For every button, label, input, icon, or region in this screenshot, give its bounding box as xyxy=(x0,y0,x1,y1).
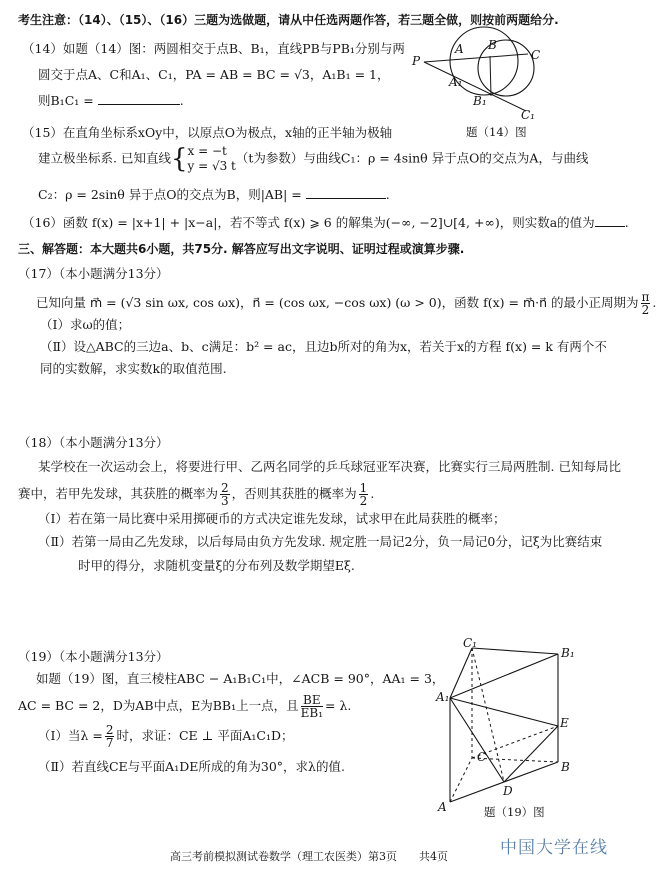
q19-text2a: AC = BC = 2，D为AB中点，E为BB₁上一点，且 xyxy=(18,698,299,713)
q19-lambda-den: 7 xyxy=(105,736,114,750)
q18-header: （18）（本小题满分13分） xyxy=(18,435,169,450)
watermark: 中国大学在线 xyxy=(500,838,608,858)
q17-line1: 已知向量 m⃗ = (√3 sin ωx, cos ωx)，n⃗ = (cos ωx, −cos ωx) (ω > 0)，函数 f(x) = m⃗·n⃗ 的最小正周期为 $\frac{\pi}{2}$ . xyxy=(36,290,656,317)
q19-label-c: C xyxy=(477,750,487,764)
q14-line1 xyxy=(22,40,405,57)
q14-line2: 圆交于点A、C和A₁、C₁，PA = AB = BC = √3，A₁B₁ = 1， xyxy=(38,67,390,82)
q15-text2b: （t为参数）与曲线C₁：ρ = 4sinθ 异于点O的交点为A，与曲线 xyxy=(235,150,589,166)
q18-part1: （Ⅰ）若在第一局比赛中采用掷硬币的方式决定谁先发球，试求甲在此局获胜的概率； xyxy=(38,511,506,526)
q17-period-fraction xyxy=(641,291,651,316)
q19-line-de xyxy=(504,726,558,782)
q19-part1a: （Ⅰ）当λ = xyxy=(38,728,103,743)
q17-part2-line2: 同的实数解，求实数k的取值范围. xyxy=(40,361,227,376)
q14-number: （14） xyxy=(22,41,63,56)
q19-label-a: A xyxy=(438,800,447,814)
q15-system xyxy=(188,144,236,174)
q16-line xyxy=(22,214,629,231)
q19-text2b: = λ. xyxy=(325,698,352,713)
q19-line-a1e xyxy=(450,698,558,726)
q14-label-b1: B₁ xyxy=(473,94,487,108)
q15-answer-blank[interactable] xyxy=(306,186,386,199)
q19-ratio-den: EB₁ xyxy=(300,706,324,720)
q19-ratio-num: BE xyxy=(301,694,323,707)
q18-prob2-num: 1 xyxy=(359,481,368,495)
q16-number: （16） xyxy=(22,215,63,230)
q19-line-a1d xyxy=(450,698,504,782)
q15-system-row2: y = √3 t xyxy=(187,159,236,173)
q19-line2 xyxy=(18,694,351,719)
q16-answer-blank[interactable] xyxy=(595,214,625,227)
q14-label-b: B xyxy=(488,38,497,52)
page-footer: 高三考前模拟测试卷数学（理工农医类）第3页 共4页 xyxy=(170,850,448,863)
q17-header: （17）（本小题满分13分） xyxy=(18,266,169,281)
q14-chord-bb1 xyxy=(490,56,491,96)
q19-label-c1: C₁ xyxy=(463,636,477,650)
q15-line2 xyxy=(38,144,588,174)
q15-number: （15） xyxy=(22,125,63,140)
q19-lambda-fraction xyxy=(105,724,115,749)
q19-part1b: 时，求证：CE ⊥ 平面A₁C₁D； xyxy=(116,728,294,743)
q18-prob2-fraction xyxy=(359,482,369,507)
q18-line1: 某学校在一次运动会上，将要进行甲、乙两名同学的乒乓球冠亚军决赛，比赛实行三局两胜制. 已知每局比 xyxy=(38,459,621,474)
q15-line1 xyxy=(22,124,392,141)
q14-label-c: C xyxy=(531,48,541,62)
q18-part2-line1: （Ⅱ）若第一局由乙先发球，以后每局由负方先发球. 规定胜一局记2分，负一局记0分，记ξ为比赛结束 xyxy=(38,534,603,549)
q19-label-d: D xyxy=(503,784,513,798)
q18-text2a: 赛中，若甲先发球，其获胜的概率为 xyxy=(18,486,219,501)
q14-label-a: A xyxy=(455,42,464,56)
q19-lambda-num: 2 xyxy=(105,723,114,737)
q19-line1: 如题（19）图，直三棱柱ABC − A₁B₁C₁中，∠ACB = 90°，AA₁ = 3， xyxy=(36,671,445,686)
q19-label-b: B xyxy=(561,760,570,774)
q15-line3: C₂：ρ = 2sinθ 异于点O的交点为B，则|AB| = . xyxy=(38,187,390,202)
q14-label-p: P xyxy=(412,54,421,68)
q19-figure-caption: 题（19）图 xyxy=(484,805,545,819)
q18-text2b: ，否则其获胜的概率为 xyxy=(231,486,357,501)
q14-answer-prompt: 则B₁C₁ = xyxy=(38,93,94,108)
q19-part1 xyxy=(38,724,293,749)
q18-part2-line2: 时甲的得分，求随机变量ξ的分布列及数学期望Eξ. xyxy=(78,558,355,573)
q17-text1: 已知向量 m⃗ = (√3 sin ωx, cos ωx)，n⃗ = (cos ωx, −cos ωx) (ω > 0)，函数 f(x) = m⃗·n⃗ 的最小正周期为 xyxy=(36,295,639,310)
q15-system-row1: x = −t xyxy=(187,144,227,158)
q14-answer-blank[interactable] xyxy=(98,92,180,105)
q17-part2-line1: （Ⅱ）设△ABC的三边a、b、c满足：b² = ac，且边b所对的角为x，若关于x的方程 f(x) = k 有两个不 xyxy=(40,339,607,354)
q15-answer-prompt: C₂：ρ = 2sinθ 异于点O的交点为B，则|AB| = xyxy=(38,187,302,202)
q17-part1: （Ⅰ）求ω的值； xyxy=(40,317,131,332)
q18-prob1-den: 3 xyxy=(221,494,229,508)
q14-figure xyxy=(408,18,568,130)
q14-line-pbc xyxy=(424,54,528,62)
q18-prob1-fraction xyxy=(220,482,230,507)
q16-text: 函数 f(x) = |x+1| + |x−a|，若不等式 f(x) ⩾ 6 的解集为(−∞, −2]∪[4, +∞)，则实数a的值为 xyxy=(62,215,595,230)
q15-text2a: 建立极坐标系. 已知直线 xyxy=(38,150,171,166)
q18-text2c: . xyxy=(370,486,375,501)
q19-label-e: E xyxy=(560,716,569,730)
q18-line2 xyxy=(18,482,374,507)
q19-edge-c1b1 xyxy=(472,648,558,654)
q14-text1: 如题（14）图：两圆相交于点B、B₁，直线PB与PB₁分别与两 xyxy=(62,41,405,56)
q14-line3: 则B₁C₁ = . xyxy=(38,93,184,108)
q19-part2: （Ⅱ）若直线CE与平面A₁DE所成的角为30°，求λ的值. xyxy=(38,759,345,774)
q15-text1: 在直角坐标系xOy中，以原点O为极点，x轴的正半轴为极轴 xyxy=(62,125,393,140)
notice-line: 考生注意：（14）、（15）、（16）三题为选做题，请从中任选两题作答，若三题全做，则按前两题给分. xyxy=(18,13,559,27)
q14-figure-caption: 题（14）图 xyxy=(466,125,527,139)
q19-label-a1: A₁ xyxy=(436,690,450,704)
q16-end: . xyxy=(624,215,629,230)
section3-heading: 三、解答题：本大题共6小题，共75分. 解答应写出文字说明、证明过程或演算步骤. xyxy=(18,242,465,256)
q17-period-den: 2 xyxy=(641,303,650,317)
q18-prob1-num: 2 xyxy=(221,481,229,495)
q19-header: （19）（本小题满分13分） xyxy=(18,649,169,664)
q19-label-b1: B₁ xyxy=(561,646,575,660)
q14-label-a1: A₁ xyxy=(449,75,463,89)
q15-brace: { xyxy=(170,144,188,174)
q18-prob2-den: 2 xyxy=(359,494,368,508)
q14-label-c1: C₁ xyxy=(521,108,535,122)
q17-period-num: π xyxy=(641,290,650,304)
q19-ratio-fraction xyxy=(301,694,323,719)
